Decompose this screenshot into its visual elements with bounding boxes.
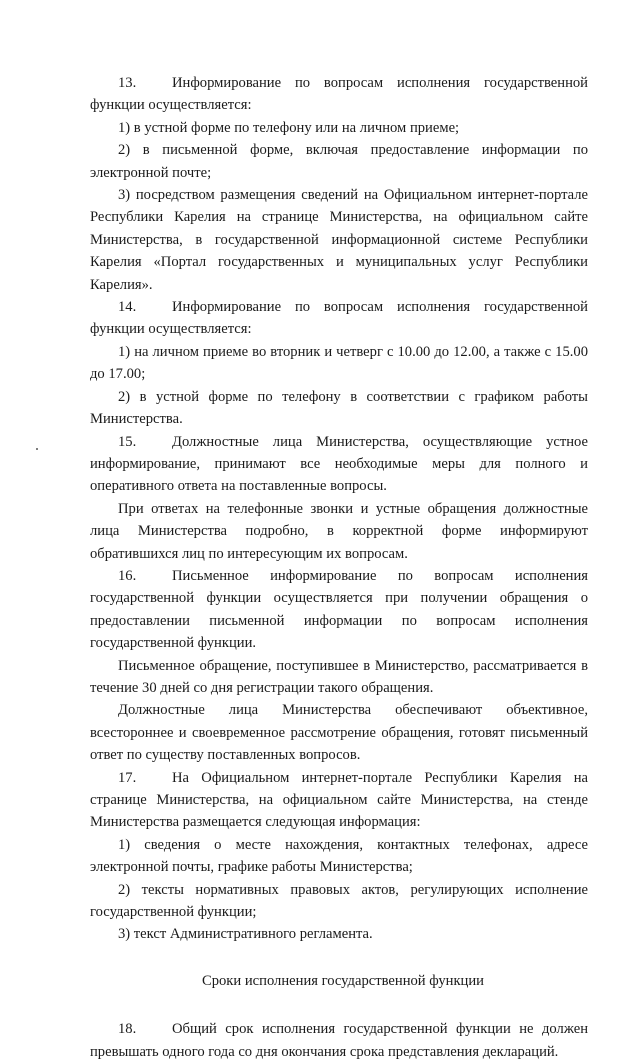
scan-speck (36, 448, 38, 450)
paragraph-text: Информирование по вопросам исполнения государственной функции осуществляется: (90, 299, 588, 338)
paragraph-text: 2) тексты нормативных правовых актов, регулирующих исполнение государственной функции; (90, 881, 588, 921)
paragraph (90, 655, 588, 700)
paragraph-text: Информирование по вопросам исполнения государственной функции осуществляется: (90, 75, 588, 114)
paragraph (90, 699, 588, 766)
paragraph-text: Должностные лица Министерства обеспечивают объективное, всестороннее и своевременное рассмотрение обращения, готовят письменный ответ по существу поставленных вопросов. (90, 702, 588, 764)
paragraph-text: 2) в письменной форме, включая предоставление информации по электронной почте; (90, 142, 588, 181)
paragraph (90, 923, 588, 945)
paragraph-text: При ответах на телефонные звонки и устные обращения должностные лица Министерства подробно, в корректной форме информируют обратившихся лиц по интересующим их вопросам. (90, 500, 588, 562)
paragraph-text: 3) посредством размещения сведений на Официальном интернет-портале Республики Карелия на странице Министерства, на официальном сайте Министерства, в государственной информационной системе Республики Карелия «Портал государственных и муниципальных услуг Республики Карелия». (90, 187, 588, 293)
paragraph-text: На Официальном интернет-портале Республики Карелия на странице Министерства, на официальном сайте Министерства, на стенде Министерства размещается следующая информация: (90, 769, 588, 831)
section-heading: Сроки исполнения государственной функции (201, 972, 484, 989)
numbered-paragraph (90, 565, 588, 655)
numbered-paragraph (90, 767, 588, 834)
paragraph-text: Письменное информирование по вопросам исполнения государственной функции осуществляется при получении обращения о предоставлении письменной информации по вопросам исполнения государственной функции. (90, 567, 588, 652)
paragraph (90, 834, 588, 879)
paragraph-number: 16. (118, 567, 137, 584)
paragraph-number: 13. (118, 75, 137, 91)
paragraph-text: Общий срок исполнения государственной функции не должен превышать одного года со дня окончания срока представления деклараций. (90, 1021, 588, 1060)
paragraph (90, 386, 588, 431)
paragraph (90, 498, 588, 565)
paragraph-text: Письменное обращение, поступившее в Министерство, рассматривается в течение 30 дней со дня регистрации такого обращения. (90, 657, 588, 696)
paragraph-text: 1) сведения о месте нахождения, контактных телефонах, адресе электронной почты, графике работы Министерства; (90, 836, 588, 876)
document-body (90, 72, 588, 946)
paragraph-18 (90, 1018, 588, 1063)
paragraph-number: 18. (118, 1021, 137, 1038)
paragraph (90, 139, 588, 184)
paragraph-text: 2) в устной форме по телефону в соответствии с графиком работы Министерства. (90, 388, 588, 428)
paragraph-text: 1) на личном приеме во вторник и четверг с 10.00 до 12.00, а также с 15.00 до 17.00; (90, 343, 588, 383)
paragraph (90, 184, 588, 296)
paragraph-number: 15. (118, 433, 137, 450)
paragraph (90, 117, 588, 139)
paragraph-number: 17. (118, 769, 137, 786)
paragraph-number: 14. (118, 299, 137, 316)
paragraph-text: 3) текст Административного регламента. (118, 926, 373, 943)
paragraph-text: 1) в устной форме по телефону или на личном приеме; (118, 119, 460, 136)
paragraph (90, 341, 588, 386)
numbered-paragraph (90, 296, 588, 341)
numbered-paragraph (90, 72, 588, 117)
paragraph-text: Должностные лица Министерства, осуществляющие устное информирование, принимают все необходимые меры для полного и оперативного ответа на поставленные вопросы. (90, 433, 588, 495)
paragraph (90, 879, 588, 924)
numbered-paragraph (90, 431, 588, 498)
